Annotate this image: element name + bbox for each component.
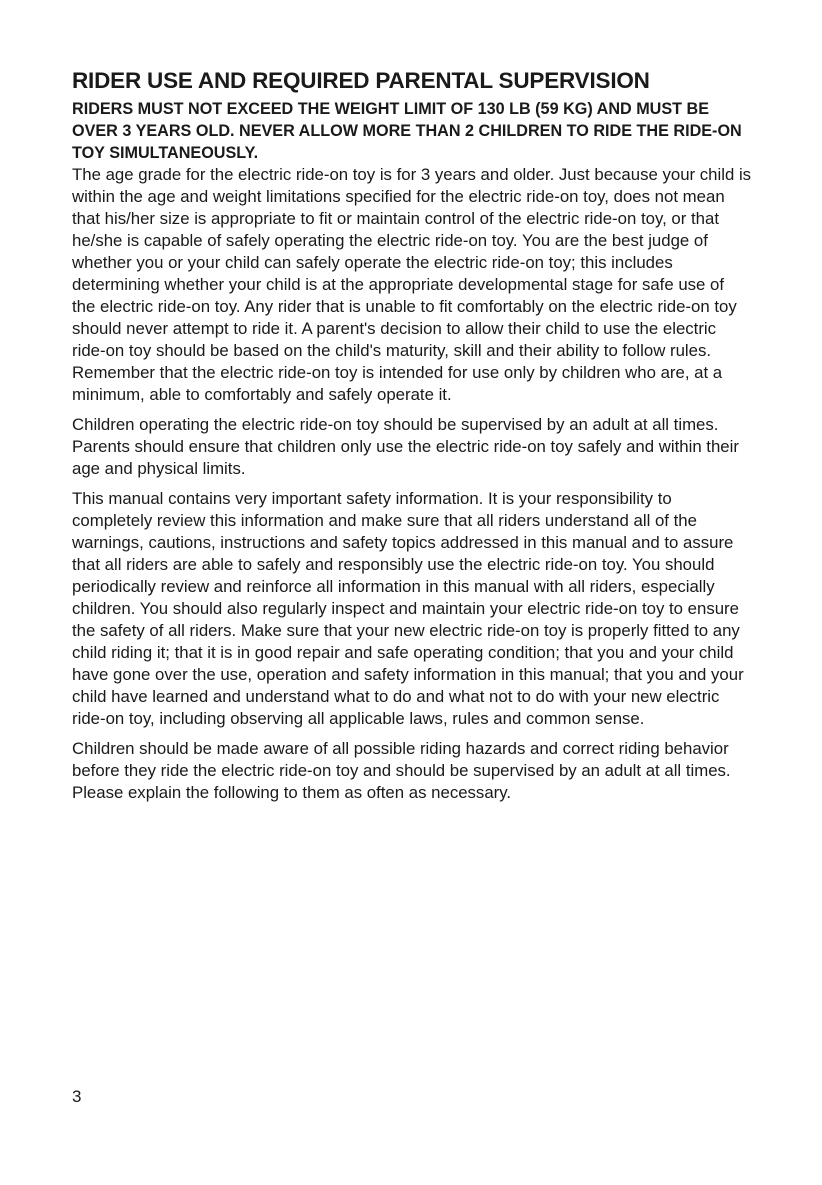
manual-page-content — [72, 66, 752, 812]
weight-age-warning: RIDERS MUST NOT EXCEED THE WEIGHT LIMIT OF 130 LB (59 KG) AND MUST BE OVER 3 YEARS OLD. NEVER ALLOW MORE THAN 2 CHILDREN TO RIDE THE RIDE-ON TOY SIMULTANEOUSLY. — [72, 100, 742, 162]
section-title: RIDER USE AND REQUIRED PARENTAL SUPERVISION — [72, 68, 650, 93]
paragraph-manual-responsibility: This manual contains very important safety information. It is your responsibility to completely review this information and make sure that all riders understand all of the warnings, cautions, instructions and safety topics addressed in this manual and to assure that all riders are able to safely and responsibly use the electric ride-on toy. You should periodically review and reinforce all information in this manual with all riders, especially children. You should also regularly inspect and maintain your electric ride-on toy to ensure the safety of all riders. Make sure that your new electric ride-on toy is properly fitted to any child riding it; that it is in good repair and safe operating condition; that you and your child have gone over the use, operation and safety information in this manual; that you and your child have learned and understand what to do and what not to do with your new electric ride-on toy, including observing all applicable laws, rules and common sense. — [72, 489, 744, 728]
paragraph-supervision: Children operating the electric ride-on toy should be supervised by an adult at all times. Parents should ensure that children only use the electric ride-on toy safely and within their age and physical limits. — [72, 415, 739, 478]
page-number: 3 — [72, 1087, 82, 1106]
paragraph-riding-hazards: Children should be made aware of all possible riding hazards and correct riding behavior before they ride the electric ride-on toy and should be supervised by an adult at all times. Please explain the following to them as often as necessary. — [72, 739, 731, 802]
paragraph-age-grade: The age grade for the electric ride-on toy is for 3 years and older. Just because your child is within the age and weight limitations specified for the electric ride-on toy, does not mean that his/her size is appropriate to fit or maintain control of the electric ride-on toy, or that he/she is capable of safely operating the electric ride-on toy. You are the best judge of whether you or your child can safely operate the electric ride-on toy; this includes determining whether your child is at the appropriate developmental stage for safe use of the electric ride-on toy. Any rider that is unable to fit comfortably on the electric ride-on toy should never attempt to ride it. A parent's decision to allow their child to use the electric ride-on toy should be based on the child's maturity, skill and their ability to follow rules. Remember that the electric ride-on toy is intended for use only by children who are, at a minimum, able to comfortably and safely operate it. — [72, 165, 752, 404]
